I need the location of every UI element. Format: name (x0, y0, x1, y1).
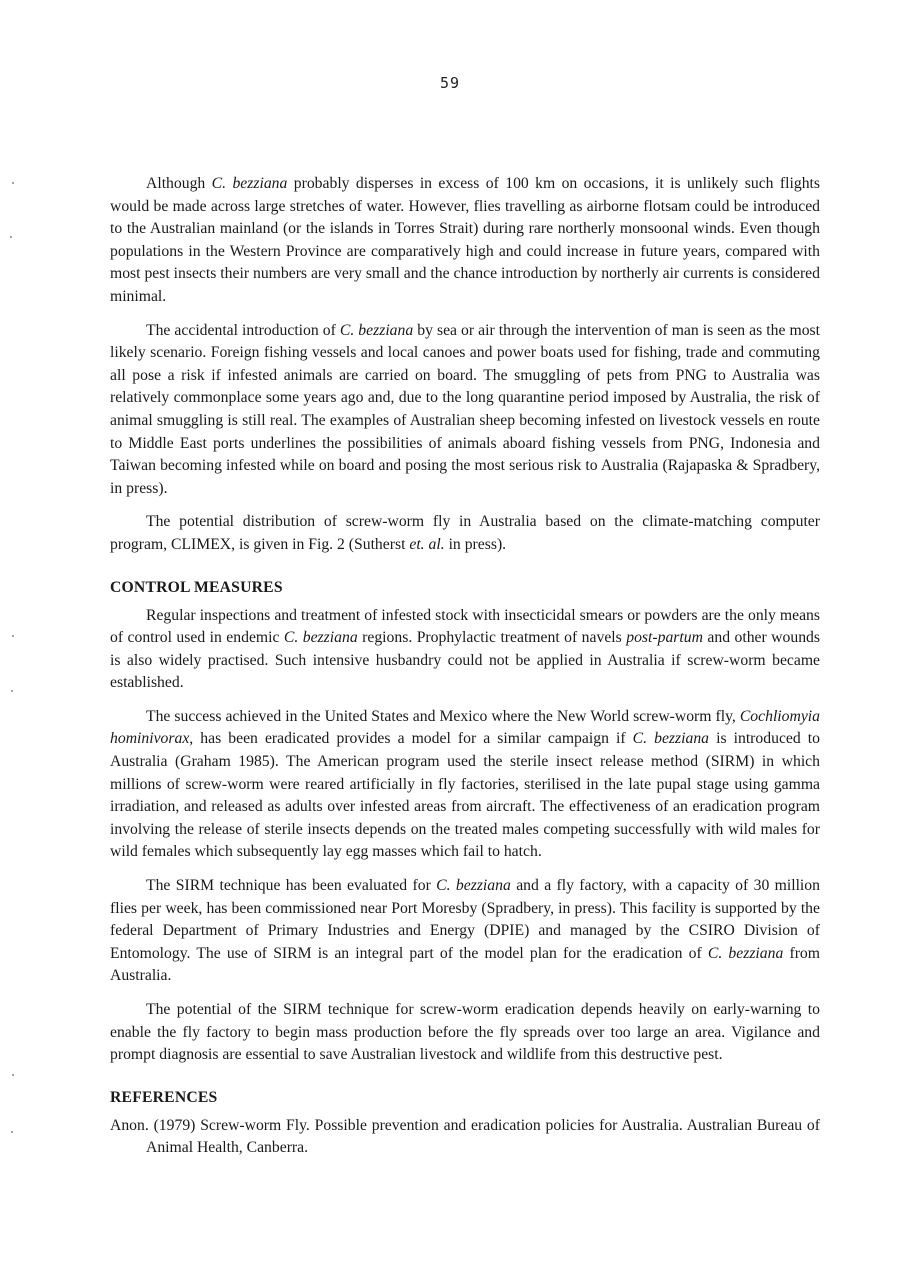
text-run: and a fly factory, with a capacity of 30 million flies per week, has been commissioned near Port Moresby (Spradbery, in press). This facility is supported by the federal Department of Primary Industries and Energy (DPIE) and managed by the CSIRO Division of Entomology. The use of SIRM is an integral part of the model plan for the eradication of (110, 877, 820, 962)
intro-paragraph (110, 511, 820, 556)
italic-text: et. al. (409, 535, 445, 553)
italic-text: C. bezziana (211, 175, 288, 192)
text-run: Regular inspections and treatment of infested stock with insecticidal smears or powders are the only means of control used in endemic (110, 606, 820, 647)
italic-text: C. bezziana (339, 321, 414, 339)
text-run: The success achieved in the United States and Mexico where the New World screw-worm fly, (146, 707, 740, 725)
scan-speck (12, 182, 14, 184)
italic-text: Cochliomyia hominivorax (110, 707, 820, 748)
text-run: , has been eradicated provides a model for a similar campaign if (189, 730, 633, 748)
scan-speck (12, 635, 14, 637)
intro-section (110, 173, 820, 557)
intro-paragraph (110, 173, 820, 309)
text-run: Although (146, 175, 212, 192)
control-measures-paragraph (110, 706, 820, 864)
text-run: probably disperses in excess of 100 km on occasions, it is unlikely such flights would be made across large stretches of water. However, flies travelling as airborne flotsam could be introduced to the Australian mainland (or the islands in Torres Strait) during rare northerly monsoonal winds. Even though populations in the Western Province are comparatively high and could increase in future years, compared with most pest insects their numbers are very small and the chance introduction by northerly air currents is considered minimal. (110, 175, 820, 305)
references-list (110, 1115, 820, 1160)
heading-references: REFERENCES (110, 1088, 218, 1106)
scan-speck (12, 1074, 14, 1076)
control-measures-section (110, 605, 820, 1067)
intro-paragraph (110, 320, 820, 501)
text-run: The accidental introduction of (146, 321, 340, 339)
text-run: The potential of the SIRM technique for screw-worm eradication depends heavily on early-warning to enable the fly factory to begin mass production before the fly spreads over too large an area. Vigilance and prompt diagnosis are essential to save Australian livestock and wildlife from this destructive pest. (110, 1001, 820, 1064)
text-run: The potential distribution of screw-worm fly in Australia based on the climate-matching computer program, CLIMEX, is given in Fig. 2 (Sutherst (110, 513, 820, 553)
text-run: from Australia. (110, 944, 820, 985)
scan-speck (11, 690, 13, 692)
page-number: 59 (439, 74, 461, 92)
text-run: The SIRM technique has been evaluated for (146, 877, 437, 895)
scan-speck (11, 1131, 13, 1133)
heading-control-measures: CONTROL MEASURES (110, 578, 283, 596)
italic-text: C. bezziana (632, 730, 710, 748)
text-run: in press). (444, 535, 507, 553)
control-measures-paragraph (110, 875, 820, 988)
italic-text: C. bezziana (283, 629, 358, 647)
italic-text: C. bezziana (436, 877, 511, 895)
italic-text: C. bezziana (707, 944, 784, 962)
control-measures-paragraph (110, 605, 820, 695)
body-text (110, 173, 820, 1160)
text-run: is introduced to Australia (Graham 1985). The American program used the sterile insect release method (SIRM) in which millions of screw-worm were reared artificially in fly factories, sterilised in the late pupal stage using gamma irradiation, and released as adults over infested areas from aircraft. The effectiveness of an eradication program involving the release of sterile insects depends on the treated males competing successfully with wild males for wild females which subsequently lay egg masses which fail to hatch. (110, 730, 820, 861)
text-run: regions. Prophylactic treatment of navels (357, 629, 627, 647)
italic-text: post-partum (626, 629, 703, 647)
text-run: by sea or air through the intervention of man is seen as the most likely scenario. Foreign fishing vessels and local canoes and power boats used for fishing, trade and commuting all pose a risk if infested animals are carried on board. The smuggling of pets from PNG to Australia was relatively commonplace some years ago and, due to the long quarantine period imposed by Australia, the risk of animal smuggling is still real. The examples of Australian sheep becoming infested on livestock vessels en route to Middle East ports underlines the possibilities of animals aboard fishing vessels from PNG, Indonesia and Taiwan becoming infested while on board and posing the most serious risk to Australia (Rajapaska & Spradbery, in press). (110, 321, 821, 497)
text-run: and other wounds is also widely practised. Such intensive husbandry could not be applied in Australia if screw-worm became established. (110, 629, 820, 692)
reference-entry: Anon. (1979) Screw-worm Fly. Possible prevention and eradication policies for Australia. Australian Bureau of Animal Health, Canberra. (110, 1116, 820, 1157)
scan-speck (10, 236, 12, 238)
control-measures-paragraph (110, 999, 820, 1067)
